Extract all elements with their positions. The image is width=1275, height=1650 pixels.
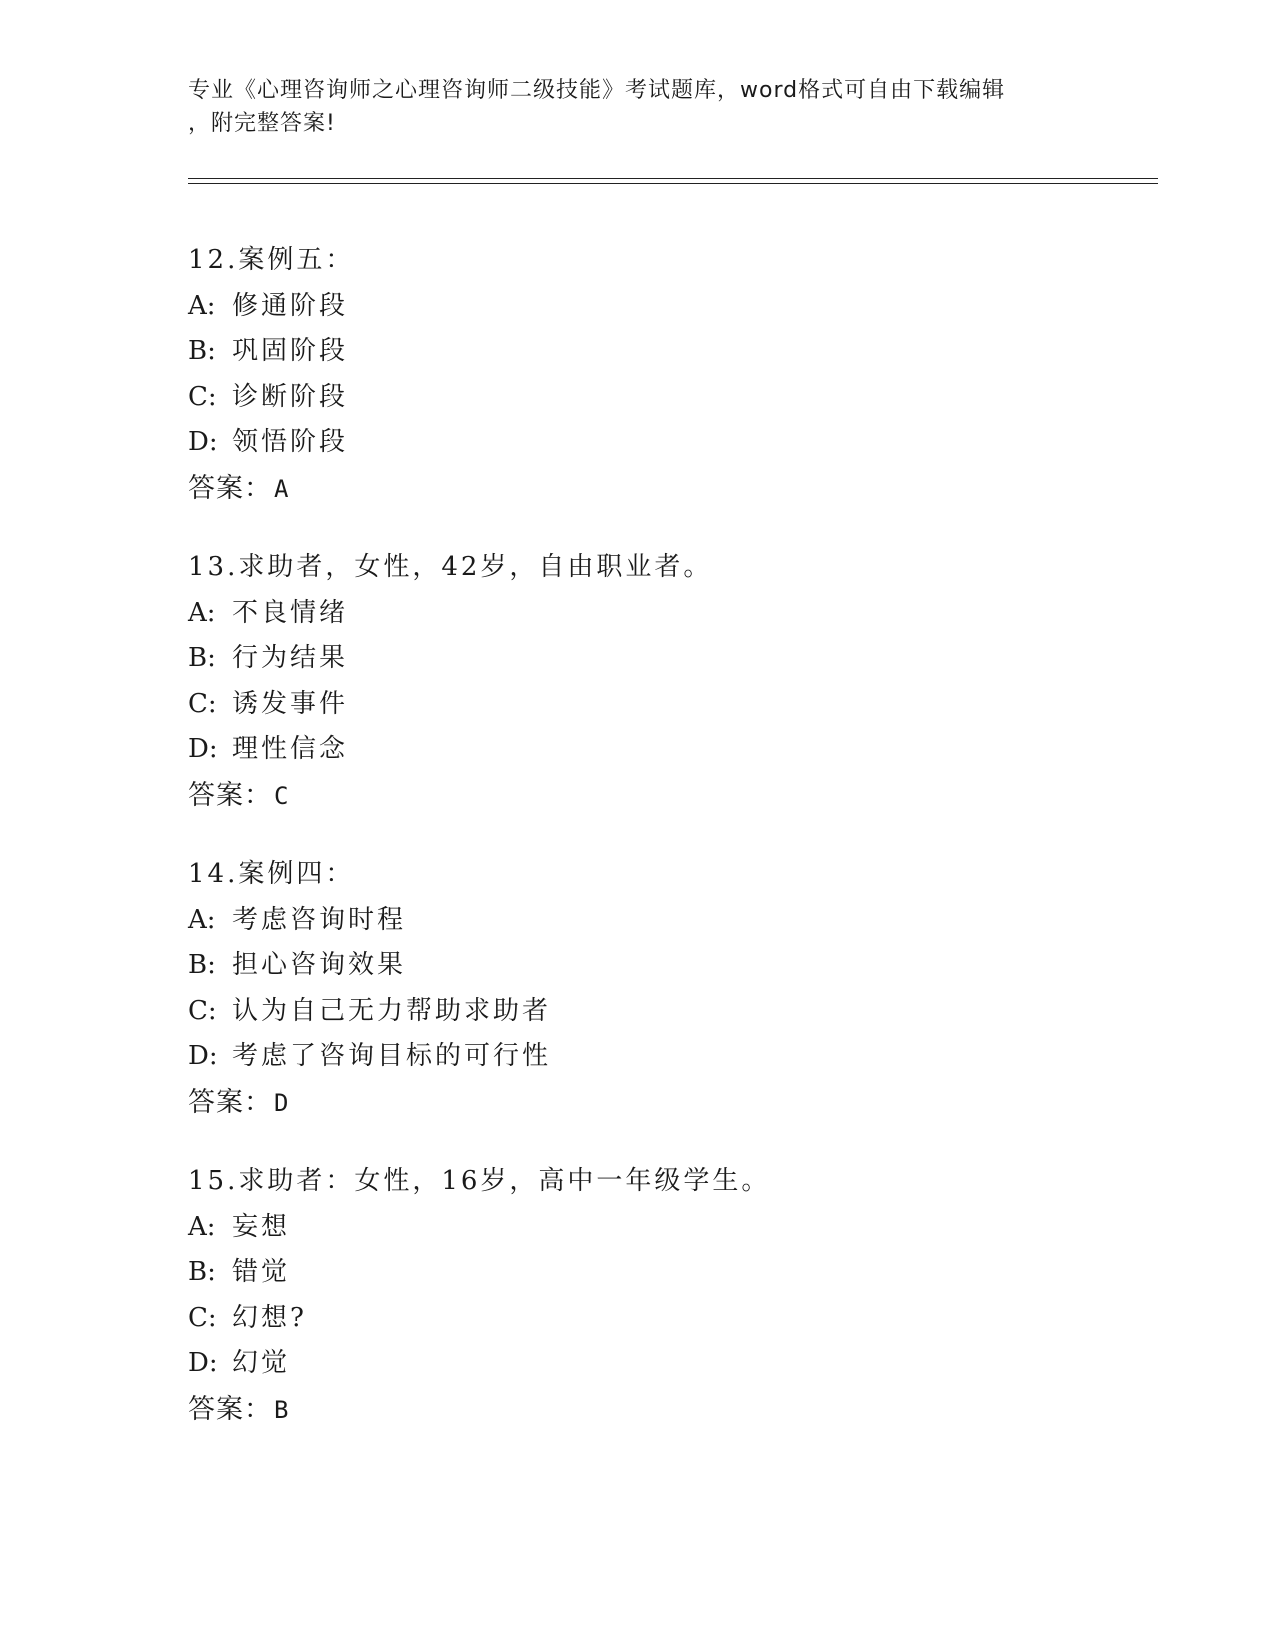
option-letter: D:: [188, 1041, 218, 1071]
option-letter: C:: [188, 688, 217, 719]
answer-line: [188, 1387, 1148, 1433]
option-letter: A:: [188, 1211, 216, 1242]
answer-value: D: [274, 1088, 290, 1117]
option-c: [188, 375, 1148, 421]
option-text: 诱发事件: [232, 688, 349, 719]
answer-value: A: [274, 474, 290, 503]
question-text: 14.案例四：: [188, 859, 355, 889]
option-letter: B:: [188, 643, 216, 673]
header-line-1: 专业《心理咨询师之心理咨询师二级技能》考试题库，word格式可自由下载编辑: [188, 78, 1006, 103]
option-text: 幻觉: [232, 1348, 291, 1378]
option-text: 认为自己无力帮助求助者: [232, 995, 552, 1026]
option-c: [188, 1296, 1148, 1342]
option-b: [188, 1250, 1148, 1296]
answer-value: B: [274, 1395, 290, 1424]
answer-line: [188, 773, 1148, 819]
question-15: [188, 1159, 1148, 1432]
option-letter: D:: [188, 734, 218, 764]
option-letter: A:: [188, 904, 216, 935]
option-text: 错觉: [232, 1257, 291, 1287]
option-letter: C:: [188, 1302, 217, 1333]
option-text: 领悟阶段: [232, 427, 349, 457]
question-text: 12.案例五：: [188, 245, 355, 275]
option-b: [188, 329, 1148, 375]
option-text: 修通阶段: [232, 290, 349, 321]
option-c: [188, 989, 1148, 1035]
option-letter: B:: [188, 336, 216, 366]
option-letter: D:: [188, 427, 218, 457]
option-letter: B:: [188, 950, 216, 980]
header-divider-bottom: [188, 183, 1158, 184]
answer-label: 答案：: [188, 779, 272, 811]
option-text: 幻想?: [232, 1302, 307, 1333]
question-text: 13.求助者，女性，42岁，自由职业者。: [188, 552, 713, 582]
answer-line: [188, 466, 1148, 512]
option-text: 担心咨询效果: [232, 950, 407, 980]
option-text: 诊断阶段: [232, 381, 349, 412]
option-d: [188, 1034, 1148, 1080]
question-text: 15.求助者：女性，16岁，高中一年级学生。: [188, 1166, 771, 1196]
option-letter: A:: [188, 290, 216, 321]
option-letter: C:: [188, 995, 217, 1026]
option-text: 妄想: [232, 1211, 291, 1242]
option-d: [188, 727, 1148, 773]
option-text: 不良情绪: [232, 597, 349, 628]
option-text: 行为结果: [232, 643, 349, 673]
option-text: 理性信念: [232, 734, 349, 764]
option-a: [188, 898, 1148, 944]
option-a: [188, 284, 1148, 330]
option-text: 考虑了咨询目标的可行性: [232, 1041, 552, 1071]
option-b: [188, 943, 1148, 989]
header-divider-top: [188, 178, 1158, 179]
option-d: [188, 420, 1148, 466]
option-b: [188, 636, 1148, 682]
option-letter: C:: [188, 381, 217, 412]
answer-line: [188, 1080, 1148, 1126]
option-letter: D:: [188, 1348, 218, 1378]
question-12: [188, 238, 1148, 511]
option-letter: B:: [188, 1257, 216, 1287]
option-c: [188, 682, 1148, 728]
option-text: 巩固阶段: [232, 336, 349, 366]
header-line-2: ，附完整答案!: [188, 111, 336, 136]
option-letter: A:: [188, 597, 216, 628]
answer-label: 答案：: [188, 1393, 272, 1425]
option-d: [188, 1341, 1148, 1387]
answer-label: 答案：: [188, 1086, 272, 1118]
option-text: 考虑咨询时程: [232, 904, 407, 935]
question-14: [188, 852, 1148, 1125]
question-list: [188, 238, 1148, 1466]
question-13: [188, 545, 1148, 818]
option-a: [188, 1205, 1148, 1251]
option-a: [188, 591, 1148, 637]
answer-value: C: [274, 781, 290, 810]
document-header: [188, 74, 1088, 140]
answer-label: 答案：: [188, 472, 272, 504]
